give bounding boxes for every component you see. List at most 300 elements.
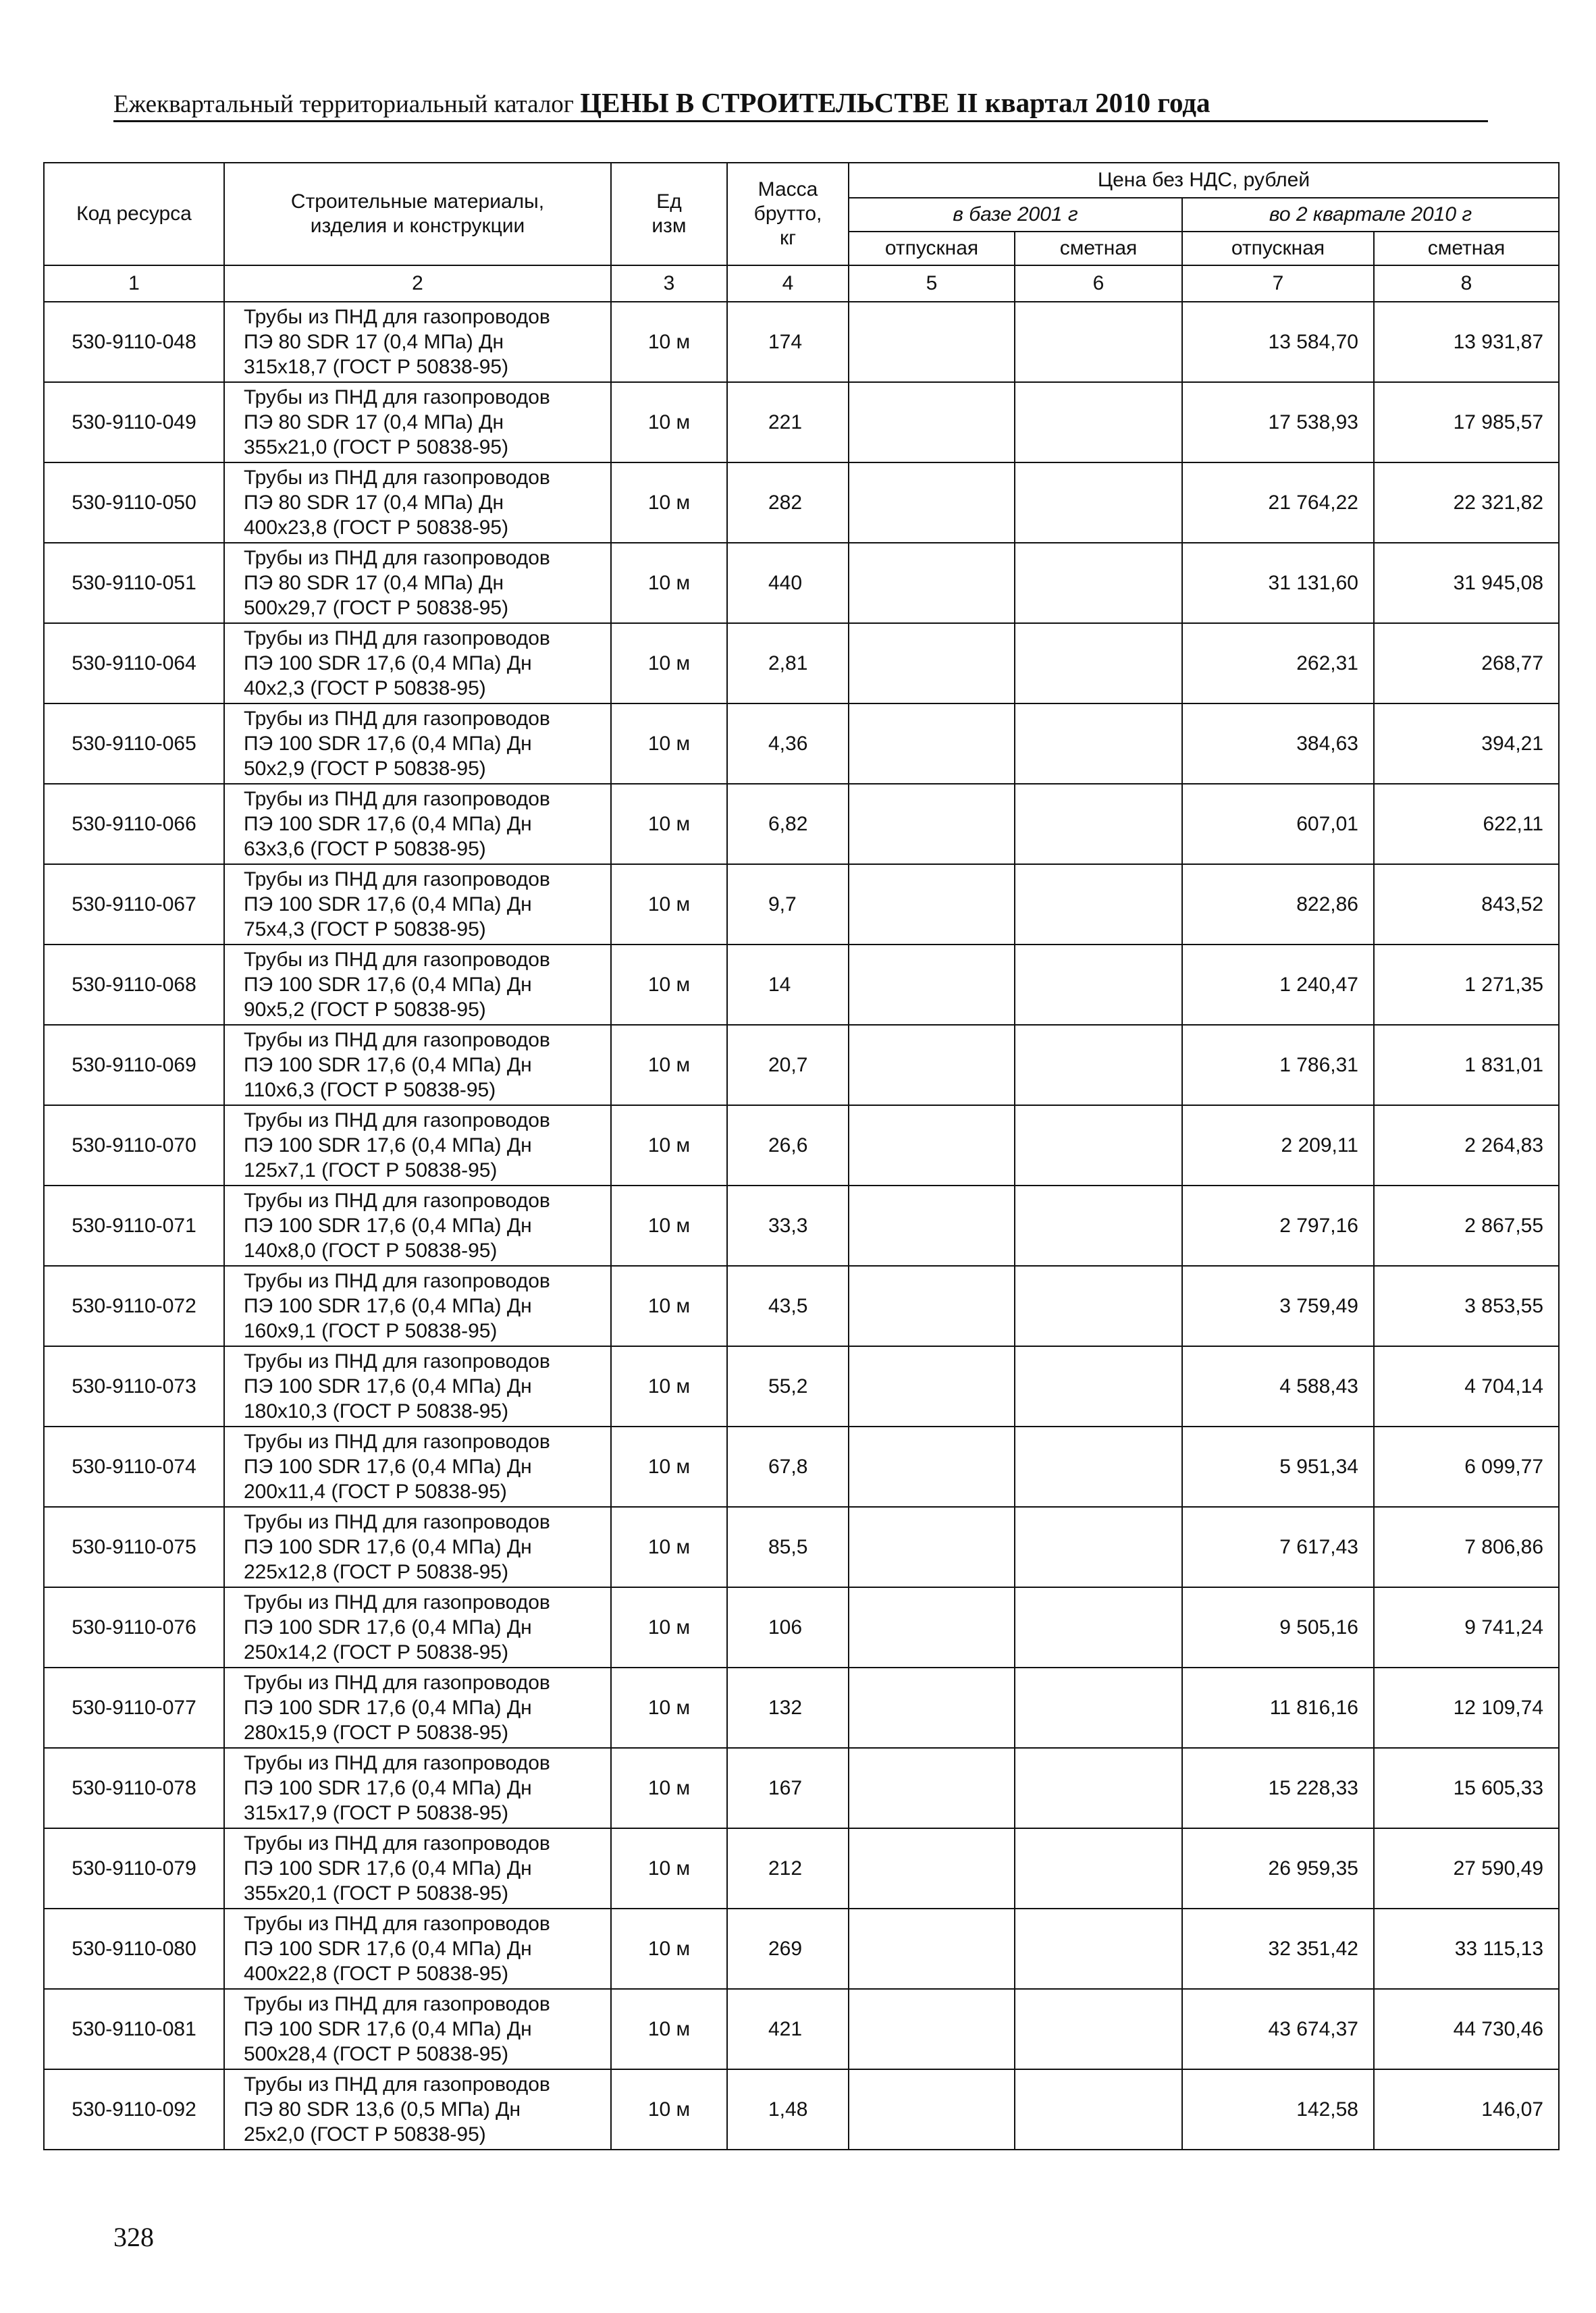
- material-name: [224, 784, 611, 864]
- resource-code: 530-9110-064: [44, 623, 224, 703]
- column-number: 6: [1015, 265, 1182, 302]
- price-base-otp: [849, 784, 1015, 864]
- price-2010-otp: 1 786,31: [1182, 1025, 1374, 1105]
- price-2010-otp: 26 959,35: [1182, 1828, 1374, 1909]
- price-2010-otp: 7 617,43: [1182, 1507, 1374, 1587]
- table-row: [44, 382, 1559, 462]
- unit: 10 м: [611, 1828, 727, 1909]
- unit: 10 м: [611, 1909, 727, 1989]
- material-name-line: ПЭ 100 SDR 17,6 (0,4 МПа) Дн: [244, 813, 532, 835]
- material-name-line: Трубы из ПНД для газопроводов: [244, 1752, 550, 1774]
- table-row: [44, 1909, 1559, 1989]
- table-row: [44, 703, 1559, 784]
- price-base-smet: [1015, 1427, 1182, 1507]
- price-base-smet: [1015, 784, 1182, 864]
- table-row: [44, 1025, 1559, 1105]
- price-base-otp: [849, 703, 1015, 784]
- material-name-line: 355x21,0 (ГОСТ Р 50838-95): [244, 436, 509, 458]
- price-base-otp: [849, 1346, 1015, 1427]
- table-row: [44, 1346, 1559, 1427]
- price-base-otp: [849, 864, 1015, 945]
- col-header-q2-2010: во 2 квартале 2010 г: [1182, 198, 1559, 232]
- material-name: [224, 1989, 611, 2069]
- material-name-line: 315x17,9 (ГОСТ Р 50838-95): [244, 1802, 509, 1824]
- resource-code: 530-9110-075: [44, 1507, 224, 1587]
- material-name: [224, 1105, 611, 1186]
- unit: 10 м: [611, 945, 727, 1025]
- material-name-line: Трубы из ПНД для газопроводов: [244, 627, 550, 649]
- table-row: [44, 1828, 1559, 1909]
- material-name-line: ПЭ 100 SDR 17,6 (0,4 МПа) Дн: [244, 1938, 532, 1960]
- unit: 10 м: [611, 1025, 727, 1105]
- price-2010-smet: 2 867,55: [1374, 1186, 1559, 1266]
- material-name-line: Трубы из ПНД для газопроводов: [244, 708, 550, 730]
- gross-mass: 43,5: [727, 1266, 849, 1346]
- price-2010-otp: 13 584,70: [1182, 302, 1374, 382]
- price-2010-smet: 1 271,35: [1374, 945, 1559, 1025]
- price-2010-smet: 622,11: [1374, 784, 1559, 864]
- material-name-line: ПЭ 100 SDR 17,6 (0,4 МПа) Дн: [244, 1295, 532, 1317]
- price-2010-otp: 142,58: [1182, 2069, 1374, 2150]
- material-name-line: ПЭ 100 SDR 17,6 (0,4 МПа) Дн: [244, 1777, 532, 1799]
- material-name: [224, 382, 611, 462]
- gross-mass: 14: [727, 945, 849, 1025]
- material-name-line: ПЭ 80 SDR 17 (0,4 МПа) Дн: [244, 411, 504, 433]
- material-name-line: Трубы из ПНД для газопроводов: [244, 1832, 550, 1855]
- material-name-line: Трубы из ПНД для газопроводов: [244, 547, 550, 569]
- resource-code: 530-9110-070: [44, 1105, 224, 1186]
- resource-code: 530-9110-078: [44, 1748, 224, 1828]
- price-2010-otp: 822,86: [1182, 864, 1374, 945]
- material-name-line: 40x2,3 (ГОСТ Р 50838-95): [244, 677, 486, 699]
- material-name-line: ПЭ 100 SDR 17,6 (0,4 МПа) Дн: [244, 2018, 532, 2040]
- column-number: 1: [44, 265, 224, 302]
- material-name-line: Трубы из ПНД для газопроводов: [244, 467, 550, 489]
- material-name-line: 315x18,7 (ГОСТ Р 50838-95): [244, 356, 509, 378]
- gross-mass: 85,5: [727, 1507, 849, 1587]
- material-name-line: 75x4,3 (ГОСТ Р 50838-95): [244, 918, 486, 940]
- column-number: 2: [224, 265, 611, 302]
- material-name-line: ПЭ 100 SDR 17,6 (0,4 МПа) Дн: [244, 1857, 532, 1880]
- price-base-otp: [849, 1427, 1015, 1507]
- col-header-code: Код ресурса: [44, 163, 224, 265]
- unit: 10 м: [611, 1266, 727, 1346]
- page-number: 328: [113, 2222, 154, 2252]
- table-body: [44, 302, 1559, 2150]
- price-base-smet: [1015, 2069, 1182, 2150]
- price-base-otp: [849, 1266, 1015, 1346]
- resource-code: 530-9110-076: [44, 1587, 224, 1668]
- material-name: [224, 462, 611, 543]
- price-2010-smet: 6 099,77: [1374, 1427, 1559, 1507]
- material-name: [224, 703, 611, 784]
- material-name: [224, 623, 611, 703]
- material-name-line: Трубы из ПНД для газопроводов: [244, 1270, 550, 1292]
- price-base-otp: [849, 2069, 1015, 2150]
- price-base-otp: [849, 1748, 1015, 1828]
- price-base-smet: [1015, 462, 1182, 543]
- price-base-smet: [1015, 1186, 1182, 1266]
- price-base-otp: [849, 462, 1015, 543]
- unit: 10 м: [611, 1748, 727, 1828]
- material-name-line: ПЭ 100 SDR 17,6 (0,4 МПа) Дн: [244, 1697, 532, 1719]
- price-2010-otp: 384,63: [1182, 703, 1374, 784]
- unit: 10 м: [611, 1346, 727, 1427]
- material-name-line: 280x15,9 (ГОСТ Р 50838-95): [244, 1722, 509, 1744]
- gross-mass: 55,2: [727, 1346, 849, 1427]
- gross-mass: 9,7: [727, 864, 849, 945]
- price-base-otp: [849, 1989, 1015, 2069]
- price-base-otp: [849, 1025, 1015, 1105]
- table-row: [44, 623, 1559, 703]
- gross-mass: 1,48: [727, 2069, 849, 2150]
- col-header-base-2001: в базе 2001 г: [849, 198, 1182, 232]
- running-header: [113, 86, 1488, 119]
- price-2010-otp: 11 816,16: [1182, 1668, 1374, 1748]
- price-base-otp: [849, 1507, 1015, 1587]
- table-row: [44, 302, 1559, 382]
- material-name-line: Трубы из ПНД для газопроводов: [244, 1350, 550, 1373]
- material-name-line: ПЭ 100 SDR 17,6 (0,4 МПа) Дн: [244, 1215, 532, 1237]
- material-name-line: Трубы из ПНД для газопроводов: [244, 1993, 550, 2015]
- material-name: [224, 1828, 611, 1909]
- price-base-otp: [849, 1186, 1015, 1266]
- gross-mass: 174: [727, 302, 849, 382]
- col-header-otp-base: отпускная: [849, 232, 1015, 265]
- price-2010-smet: 9 741,24: [1374, 1587, 1559, 1668]
- resource-code: 530-9110-071: [44, 1186, 224, 1266]
- material-name: [224, 1346, 611, 1427]
- material-name: [224, 543, 611, 623]
- price-base-otp: [849, 623, 1015, 703]
- gross-mass: 212: [727, 1828, 849, 1909]
- col-header-mass: Масса брутто, кг: [727, 163, 849, 265]
- material-name-line: 110x6,3 (ГОСТ Р 50838-95): [244, 1079, 496, 1101]
- material-name: [224, 1587, 611, 1668]
- price-base-smet: [1015, 703, 1182, 784]
- material-name: [224, 1909, 611, 1989]
- price-2010-otp: 21 764,22: [1182, 462, 1374, 543]
- price-2010-smet: 15 605,33: [1374, 1748, 1559, 1828]
- material-name-line: ПЭ 100 SDR 17,6 (0,4 МПа) Дн: [244, 893, 532, 915]
- price-2010-smet: 17 985,57: [1374, 382, 1559, 462]
- material-name-line: 180x10,3 (ГОСТ Р 50838-95): [244, 1400, 509, 1423]
- price-2010-smet: 4 704,14: [1374, 1346, 1559, 1427]
- table-row: [44, 1507, 1559, 1587]
- unit: 10 м: [611, 462, 727, 543]
- gross-mass: 421: [727, 1989, 849, 2069]
- price-base-otp: [849, 1105, 1015, 1186]
- gross-mass: 4,36: [727, 703, 849, 784]
- material-name: [224, 1186, 611, 1266]
- gross-mass: 20,7: [727, 1025, 849, 1105]
- material-name-line: 355x20,1 (ГОСТ Р 50838-95): [244, 1882, 509, 1905]
- material-name-line: 400x23,8 (ГОСТ Р 50838-95): [244, 516, 509, 539]
- material-name-line: ПЭ 100 SDR 17,6 (0,4 МПа) Дн: [244, 1375, 532, 1398]
- price-base-otp: [849, 382, 1015, 462]
- table-row: [44, 1427, 1559, 1507]
- material-name-line: 400x22,8 (ГОСТ Р 50838-95): [244, 1963, 509, 1985]
- gross-mass: 2,81: [727, 623, 849, 703]
- table-row: [44, 1989, 1559, 2069]
- price-2010-otp: 17 538,93: [1182, 382, 1374, 462]
- material-name-line: ПЭ 80 SDR 17 (0,4 МПа) Дн: [244, 331, 504, 353]
- material-name: [224, 1025, 611, 1105]
- material-name: [224, 1507, 611, 1587]
- material-name-line: 250x14,2 (ГОСТ Р 50838-95): [244, 1641, 509, 1664]
- table-row: [44, 462, 1559, 543]
- column-number: 8: [1374, 265, 1559, 302]
- table-row: [44, 1587, 1559, 1668]
- table-row: [44, 543, 1559, 623]
- price-2010-otp: 43 674,37: [1182, 1989, 1374, 2069]
- resource-code: 530-9110-067: [44, 864, 224, 945]
- price-base-smet: [1015, 1587, 1182, 1668]
- material-name-line: 200x11,4 (ГОСТ Р 50838-95): [244, 1481, 507, 1503]
- price-2010-smet: 44 730,46: [1374, 1989, 1559, 2069]
- price-base-smet: [1015, 623, 1182, 703]
- price-2010-smet: 27 590,49: [1374, 1828, 1559, 1909]
- material-name-line: Трубы из ПНД для газопроводов: [244, 2073, 550, 2096]
- price-base-smet: [1015, 1507, 1182, 1587]
- price-2010-otp: 5 951,34: [1182, 1427, 1374, 1507]
- price-base-smet: [1015, 1025, 1182, 1105]
- price-base-smet: [1015, 302, 1182, 382]
- price-base-smet: [1015, 1346, 1182, 1427]
- column-number: 5: [849, 265, 1015, 302]
- unit: 10 м: [611, 1427, 727, 1507]
- resource-code: 530-9110-077: [44, 1668, 224, 1748]
- material-name-line: Трубы из ПНД для газопроводов: [244, 1591, 550, 1614]
- table-row: [44, 1266, 1559, 1346]
- material-name-line: ПЭ 80 SDR 17 (0,4 МПа) Дн: [244, 491, 504, 514]
- material-name-line: Трубы из ПНД для газопроводов: [244, 1190, 550, 1212]
- price-base-smet: [1015, 864, 1182, 945]
- column-number: 4: [727, 265, 849, 302]
- material-name-line: 90x5,2 (ГОСТ Р 50838-95): [244, 999, 486, 1021]
- table-row: [44, 1748, 1559, 1828]
- material-name-line: Трубы из ПНД для газопроводов: [244, 788, 550, 810]
- gross-mass: 26,6: [727, 1105, 849, 1186]
- unit: 10 м: [611, 784, 727, 864]
- price-2010-otp: 2 797,16: [1182, 1186, 1374, 1266]
- price-base-otp: [849, 1587, 1015, 1668]
- price-base-smet: [1015, 1748, 1182, 1828]
- material-name: [224, 864, 611, 945]
- price-2010-otp: 3 759,49: [1182, 1266, 1374, 1346]
- material-name-line: Трубы из ПНД для газопроводов: [244, 868, 550, 890]
- unit: 10 м: [611, 703, 727, 784]
- price-2010-otp: 15 228,33: [1182, 1748, 1374, 1828]
- material-name-line: ПЭ 100 SDR 17,6 (0,4 МПа) Дн: [244, 652, 532, 674]
- material-name-line: 140x8,0 (ГОСТ Р 50838-95): [244, 1240, 498, 1262]
- material-name-line: Трубы из ПНД для газопроводов: [244, 1029, 550, 1051]
- material-name-line: ПЭ 100 SDR 17,6 (0,4 МПа) Дн: [244, 1536, 532, 1558]
- resource-code: 530-9110-080: [44, 1909, 224, 1989]
- price-2010-smet: 33 115,13: [1374, 1909, 1559, 1989]
- price-2010-otp: 9 505,16: [1182, 1587, 1374, 1668]
- col-header-name: Строительные материалы, изделия и конструкции: [224, 163, 611, 265]
- resource-code: 530-9110-051: [44, 543, 224, 623]
- table-row: [44, 784, 1559, 864]
- unit: 10 м: [611, 2069, 727, 2150]
- material-name-line: Трубы из ПНД для газопроводов: [244, 1511, 550, 1533]
- price-base-otp: [849, 945, 1015, 1025]
- material-name-line: ПЭ 100 SDR 17,6 (0,4 МПа) Дн: [244, 733, 532, 755]
- price-2010-smet: 13 931,87: [1374, 302, 1559, 382]
- header-prefix: Ежеквартальный территориальный каталог: [113, 90, 574, 118]
- column-number: 3: [611, 265, 727, 302]
- table-row: [44, 945, 1559, 1025]
- material-name-line: 225x12,8 (ГОСТ Р 50838-95): [244, 1561, 509, 1583]
- price-2010-smet: 2 264,83: [1374, 1105, 1559, 1186]
- price-base-smet: [1015, 1989, 1182, 2069]
- price-base-smet: [1015, 1105, 1182, 1186]
- col-header-smet-2010: сметная: [1374, 232, 1559, 265]
- unit: 10 м: [611, 864, 727, 945]
- gross-mass: 132: [727, 1668, 849, 1748]
- table-row: [44, 864, 1559, 945]
- resource-code: 530-9110-072: [44, 1266, 224, 1346]
- unit: 10 м: [611, 302, 727, 382]
- gross-mass: 269: [727, 1909, 849, 1989]
- material-name-line: 160x9,1 (ГОСТ Р 50838-95): [244, 1320, 498, 1342]
- price-base-otp: [849, 302, 1015, 382]
- material-name-line: Трубы из ПНД для газопроводов: [244, 1431, 550, 1453]
- resource-code: 530-9110-068: [44, 945, 224, 1025]
- resource-code: 530-9110-073: [44, 1346, 224, 1427]
- material-name-line: ПЭ 100 SDR 17,6 (0,4 МПа) Дн: [244, 1456, 532, 1478]
- material-name: [224, 2069, 611, 2150]
- material-name: [224, 1427, 611, 1507]
- resource-code: 530-9110-066: [44, 784, 224, 864]
- resource-code: 530-9110-074: [44, 1427, 224, 1507]
- price-base-smet: [1015, 1668, 1182, 1748]
- unit: 10 м: [611, 1105, 727, 1186]
- unit: 10 м: [611, 382, 727, 462]
- unit: 10 м: [611, 1668, 727, 1748]
- table-row: [44, 2069, 1559, 2150]
- resource-code: 530-9110-049: [44, 382, 224, 462]
- unit: 10 м: [611, 1989, 727, 2069]
- unit: 10 м: [611, 623, 727, 703]
- material-name: [224, 1748, 611, 1828]
- price-2010-otp: 4 588,43: [1182, 1346, 1374, 1427]
- price-2010-smet: 843,52: [1374, 864, 1559, 945]
- gross-mass: 6,82: [727, 784, 849, 864]
- gross-mass: 33,3: [727, 1186, 849, 1266]
- unit: 10 м: [611, 1186, 727, 1266]
- material-name-line: ПЭ 100 SDR 17,6 (0,4 МПа) Дн: [244, 1616, 532, 1639]
- unit: 10 м: [611, 1587, 727, 1668]
- gross-mass: 67,8: [727, 1427, 849, 1507]
- resource-code: 530-9110-048: [44, 302, 224, 382]
- material-name: [224, 302, 611, 382]
- price-2010-otp: 607,01: [1182, 784, 1374, 864]
- price-2010-smet: 394,21: [1374, 703, 1559, 784]
- header-title: ЦЕНЫ В СТРОИТЕЛЬСТВЕ II квартал 2010 года: [580, 87, 1211, 118]
- resource-code: 530-9110-050: [44, 462, 224, 543]
- table-row: [44, 1186, 1559, 1266]
- col-header-unit: Ед изм: [611, 163, 727, 265]
- col-header-smet-base: сметная: [1015, 232, 1182, 265]
- price-base-smet: [1015, 945, 1182, 1025]
- price-2010-smet: 31 945,08: [1374, 543, 1559, 623]
- unit: 10 м: [611, 1507, 727, 1587]
- price-base-otp: [849, 1909, 1015, 1989]
- material-name-line: ПЭ 100 SDR 17,6 (0,4 МПа) Дн: [244, 1054, 532, 1076]
- material-name-line: 63x3,6 (ГОСТ Р 50838-95): [244, 838, 486, 860]
- resource-code: 530-9110-079: [44, 1828, 224, 1909]
- column-number-row: [44, 265, 1559, 302]
- price-base-otp: [849, 1828, 1015, 1909]
- material-name-line: 500x28,4 (ГОСТ Р 50838-95): [244, 2043, 509, 2065]
- material-name-line: Трубы из ПНД для газопроводов: [244, 386, 550, 408]
- price-2010-smet: 146,07: [1374, 2069, 1559, 2150]
- col-header-otp-2010: отпускная: [1182, 232, 1374, 265]
- material-name: [224, 1668, 611, 1748]
- price-base-otp: [849, 543, 1015, 623]
- gross-mass: 440: [727, 543, 849, 623]
- price-base-smet: [1015, 1266, 1182, 1346]
- price-base-smet: [1015, 382, 1182, 462]
- material-name-line: 25x2,0 (ГОСТ Р 50838-95): [244, 2123, 486, 2146]
- price-2010-smet: 1 831,01: [1374, 1025, 1559, 1105]
- price-base-smet: [1015, 1909, 1182, 1989]
- price-2010-smet: 3 853,55: [1374, 1266, 1559, 1346]
- material-name-line: ПЭ 80 SDR 13,6 (0,5 МПа) Дн: [244, 2098, 521, 2121]
- resource-code: 530-9110-069: [44, 1025, 224, 1105]
- material-name-line: ПЭ 100 SDR 17,6 (0,4 МПа) Дн: [244, 974, 532, 996]
- price-2010-smet: 268,77: [1374, 623, 1559, 703]
- material-name-line: ПЭ 100 SDR 17,6 (0,4 МПа) Дн: [244, 1134, 532, 1156]
- resource-code: 530-9110-065: [44, 703, 224, 784]
- material-name-line: ПЭ 80 SDR 17 (0,4 МПа) Дн: [244, 572, 504, 594]
- price-base-otp: [849, 1668, 1015, 1748]
- gross-mass: 167: [727, 1748, 849, 1828]
- table-row: [44, 1105, 1559, 1186]
- material-name-line: Трубы из ПНД для газопроводов: [244, 949, 550, 971]
- price-2010-otp: 32 351,42: [1182, 1909, 1374, 1989]
- gross-mass: 221: [727, 382, 849, 462]
- material-name-line: Трубы из ПНД для газопроводов: [244, 306, 550, 328]
- price-2010-smet: 7 806,86: [1374, 1507, 1559, 1587]
- price-2010-otp: 2 209,11: [1182, 1105, 1374, 1186]
- gross-mass: 282: [727, 462, 849, 543]
- price-2010-otp: 1 240,47: [1182, 945, 1374, 1025]
- price-2010-smet: 22 321,82: [1374, 462, 1559, 543]
- header-rule: [113, 120, 1488, 122]
- resource-code: 530-9110-081: [44, 1989, 224, 2069]
- material-name-line: Трубы из ПНД для газопроводов: [244, 1913, 550, 1935]
- price-2010-otp: 262,31: [1182, 623, 1374, 703]
- material-name-line: Трубы из ПНД для газопроводов: [244, 1109, 550, 1132]
- price-2010-otp: 31 131,60: [1182, 543, 1374, 623]
- price-base-smet: [1015, 543, 1182, 623]
- price-2010-smet: 12 109,74: [1374, 1668, 1559, 1748]
- material-name-line: 125x7,1 (ГОСТ Р 50838-95): [244, 1159, 498, 1181]
- material-name-line: 500x29,7 (ГОСТ Р 50838-95): [244, 597, 509, 619]
- column-number: 7: [1182, 265, 1374, 302]
- material-name-line: Трубы из ПНД для газопроводов: [244, 1672, 550, 1694]
- material-name: [224, 945, 611, 1025]
- table-row: [44, 1668, 1559, 1748]
- resource-code: 530-9110-092: [44, 2069, 224, 2150]
- material-name: [224, 1266, 611, 1346]
- material-name-line: 50x2,9 (ГОСТ Р 50838-95): [244, 757, 486, 780]
- gross-mass: 106: [727, 1587, 849, 1668]
- unit: 10 м: [611, 543, 727, 623]
